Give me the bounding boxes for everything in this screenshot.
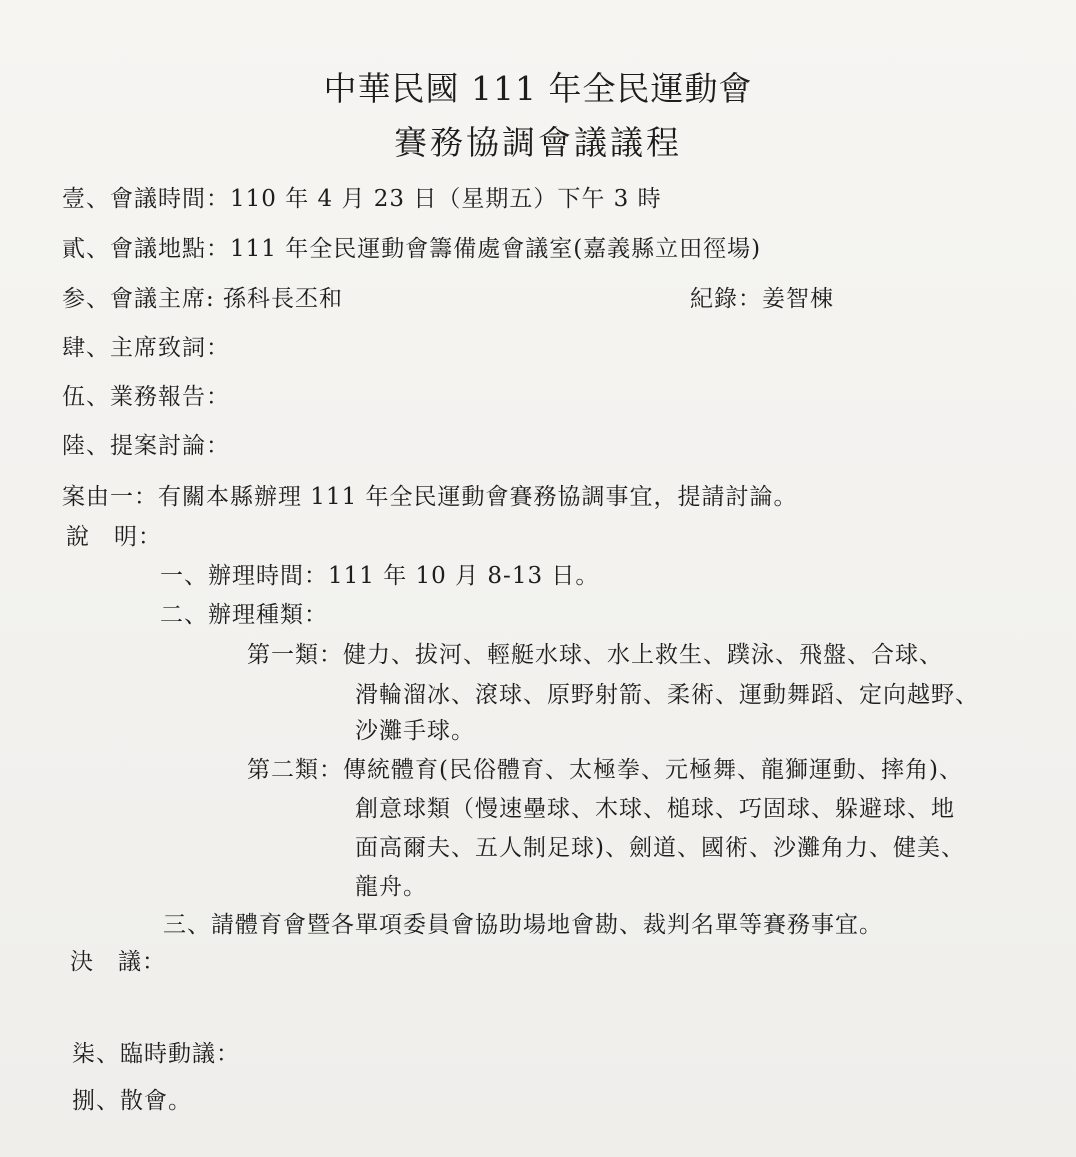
category-two-line-4: 龍舟。 (355, 874, 427, 900)
meeting-recorder: 紀錄：姜智棟 (690, 286, 834, 312)
resolution-label: 決 議： (70, 949, 166, 975)
meeting-time-line: 壹、會議時間：110 年 4 月 23 日（星期五）下午 3 時 (62, 186, 662, 212)
category-one-line-1: 第一類：健力、拔河、輕艇水球、水上救生、蹼泳、飛盤、合球、 (247, 642, 943, 668)
proposal-discussion-heading: 陸、提案討論： (62, 433, 230, 459)
business-report-heading: 伍、業務報告： (62, 384, 230, 410)
adjournment-line: 捌、散會。 (72, 1088, 192, 1114)
extempore-motion-heading: 柒、臨時動議： (72, 1041, 240, 1067)
item-two-line: 二、辦理種類： (160, 602, 328, 628)
explanation-label: 說 明： (66, 524, 162, 550)
category-one-line-3: 沙灘手球。 (355, 718, 475, 744)
category-one-line-2: 滑輪溜冰、滾球、原野射箭、柔術、運動舞蹈、定向越野、 (355, 682, 979, 708)
meeting-chair-line: 参、會議主席: 孫科長丕和 (62, 286, 344, 312)
case-one-line: 案由一：有關本縣辦理 111 年全民運動會賽務協調事宜，提請討論。 (62, 484, 798, 510)
category-two-line-3: 面高爾夫、五人制足球)、劍道、國術、沙灘角力、健美、 (355, 835, 965, 861)
category-two-line-1: 第二類：傳統體育(民俗體育、太極拳、元極舞、龍獅運動、摔角)、 (247, 757, 963, 783)
item-one-line: 一、辦理時間：111 年 10 月 8-13 日。 (160, 563, 600, 589)
document-title: 中華民國 111 年全民運動會 (323, 69, 753, 108)
chair-speech-heading: 肆、主席致詞： (62, 335, 230, 361)
category-two-line-2: 創意球類（慢速壘球、木球、槌球、巧固球、躲避球、地 (355, 796, 955, 822)
document-subtitle: 賽務協調會議議程 (394, 123, 682, 162)
meeting-place-line: 貳、會議地點：111 年全民運動會籌備處會議室(嘉義縣立田徑場) (62, 236, 762, 262)
item-three-line: 三、請體育會暨各單項委員會協助場地會勘、裁判名單等賽務事宜。 (163, 912, 883, 938)
